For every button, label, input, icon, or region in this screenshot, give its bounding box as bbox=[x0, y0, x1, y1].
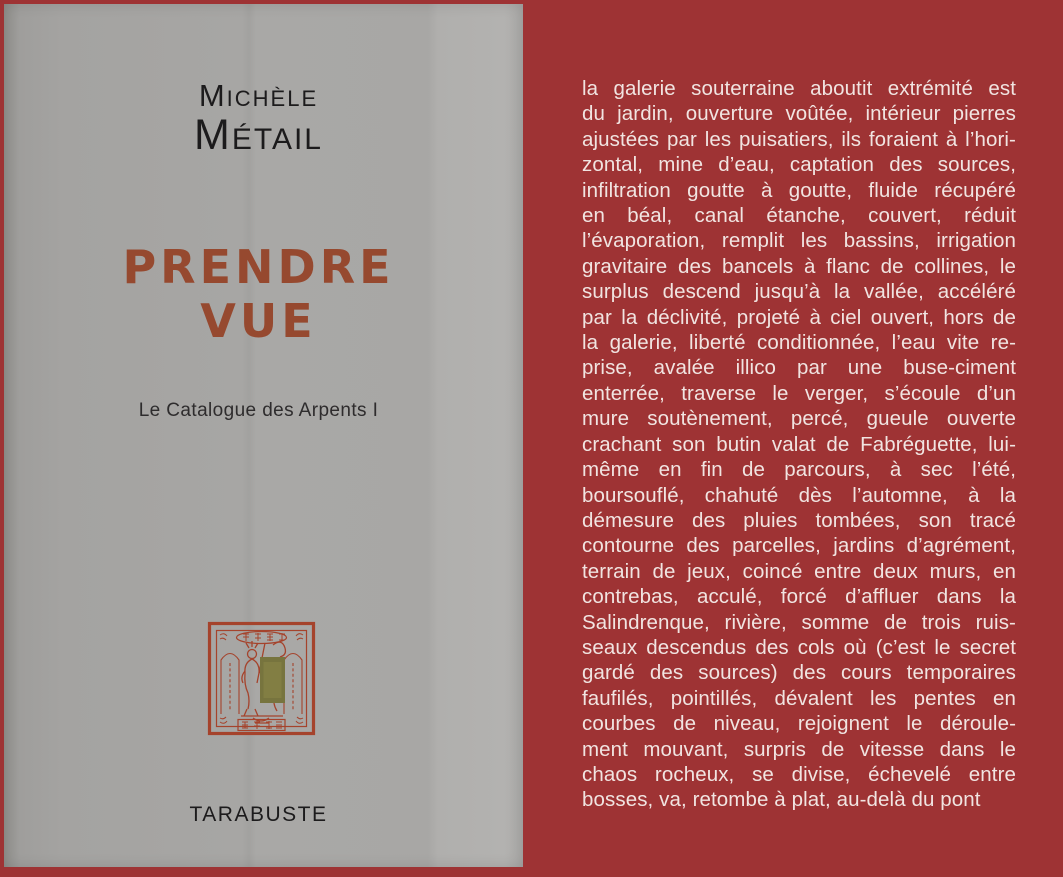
poem-line: chaos rocheux, se divise, échevelé entre bbox=[582, 762, 1016, 786]
poem-line: boursouflé, chahuté dès l’automne, à la bbox=[582, 483, 1016, 507]
poem-line: prise, avalée illico par une buse-ciment bbox=[582, 356, 1016, 380]
poem-line: infiltration goutte à goutte, fluide récupéré bbox=[582, 178, 1016, 202]
author-name bbox=[4, 80, 513, 157]
author-first-name: Michèle bbox=[198, 78, 319, 113]
poem-line: gardé des sources) des cours temporaires bbox=[582, 661, 1016, 685]
poem-line: même en fin de parcours, à sec l’été, bbox=[582, 458, 1016, 482]
poem-line: contourne des parcelles, jardins d’agrément, bbox=[582, 534, 1016, 558]
poem-line: bosses, va, retombe à plat, au-delà du pont bbox=[582, 788, 981, 812]
poem-line: crachant son butin valat de Fabréguette, lui- bbox=[582, 432, 1016, 456]
publisher-name: TARABUSTE bbox=[189, 803, 328, 826]
poem-line: contrebas, acculé, forcé d’affluer dans la bbox=[582, 585, 1016, 609]
author-last-name: Métail bbox=[194, 111, 323, 159]
poem-line: terrain de jeux, coincé entre deux murs, en bbox=[582, 559, 1016, 583]
poem-text-panel bbox=[582, 76, 1016, 813]
poem-line: enterrée, traverse le verger, s’écoule d’un bbox=[582, 381, 1016, 405]
poem-line: par la déclivité, projeté à ciel ouvert, hors de bbox=[582, 305, 1016, 329]
poem-line: ajustées par les puisatiers, ils foraient à l’hori- bbox=[582, 127, 1016, 151]
poem-line: démesure des pluies tombées, son tracé bbox=[582, 508, 1016, 532]
poem-line: faufilés, pointillés, dévalent les pentes en bbox=[582, 686, 1016, 710]
poem-line: surplus descend jusqu’à la vallée, accéléré bbox=[582, 280, 1016, 304]
poem-line: la galerie souterraine aboutit extrémité est bbox=[582, 77, 1016, 100]
poem-line: du jardin, ouverture voûtée, intérieur pierres bbox=[582, 102, 1016, 126]
joss-paper-stamp-image bbox=[207, 621, 316, 736]
poem-line: mure soutènement, percé, gueule ouverte bbox=[582, 407, 1016, 431]
book-title-line1: PRENDRE bbox=[122, 240, 395, 294]
book-cover-inner bbox=[4, 4, 523, 867]
book-cover bbox=[4, 4, 523, 867]
poem-line: la galerie, liberté conditionnée, l’eau vite re- bbox=[582, 331, 1016, 355]
poem-line: ment mouvant, surpris de vitesse dans le bbox=[582, 737, 1016, 761]
poem-line: Salindrenque, rivière, somme de trois ruis- bbox=[582, 610, 1016, 634]
poem-line: l’évaporation, remplit les bassins, irrigation bbox=[582, 229, 1016, 253]
poem-line: zontal, mine d’eau, captation des sources, bbox=[582, 153, 1016, 177]
book-title-line2: VUE bbox=[200, 294, 317, 348]
book-title bbox=[4, 240, 513, 348]
poem-line: en béal, canal étanche, couvert, réduit bbox=[582, 204, 1016, 228]
poem-line: seaux descendus des cols où (c’est le secret bbox=[582, 635, 1016, 659]
poem-lines bbox=[582, 76, 1016, 813]
book-subtitle: Le Catalogue des Arpents I bbox=[138, 400, 379, 421]
poem-line: courbes de niveau, rejoignent le déroule- bbox=[582, 712, 1016, 736]
poem-line: gravitaire des bancels à flanc de collines, le bbox=[582, 254, 1016, 278]
